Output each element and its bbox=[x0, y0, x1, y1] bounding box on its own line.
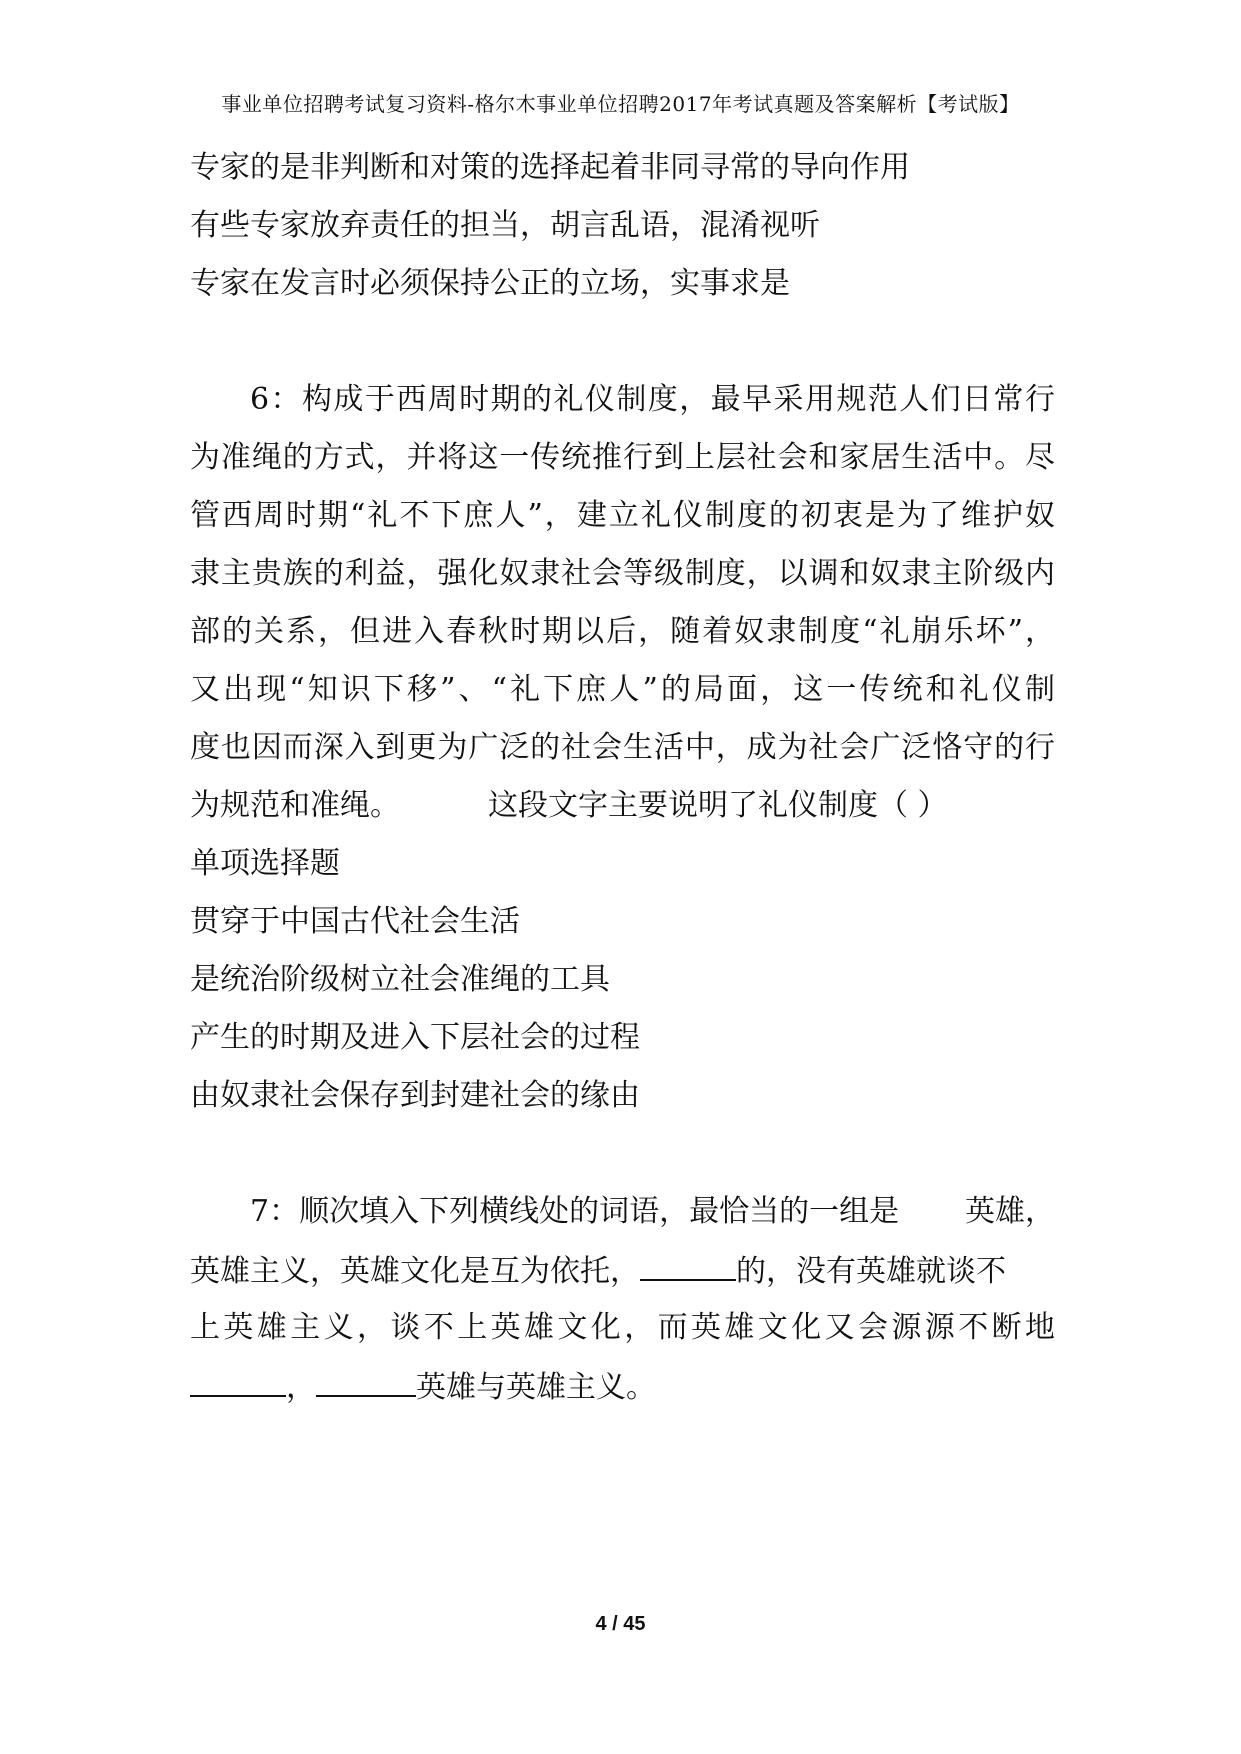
q7-line-1-start: 7：顺次填入下列横线处的词语，最恰当的一组是 bbox=[250, 1194, 900, 1229]
q6-line-1: 6：构成于西周时期的礼仪制度，最早采用规范人们日常行 bbox=[250, 382, 1055, 417]
q6-question-type: 单项选择题 bbox=[190, 846, 340, 881]
q6-line-6: 又出现“知识下移”、“礼下庶人”的局面，这一传统和礼仪制 bbox=[190, 672, 1055, 707]
q6-line-4: 隶主贵族的利益，强化奴隶社会等级制度，以调和奴隶主阶级内 bbox=[190, 556, 1055, 591]
q5-option-1: 专家的是非判断和对策的选择起着非同寻常的导向作用 bbox=[190, 150, 910, 185]
q7-line-2-end: 的，没有英雄就谈不 bbox=[736, 1254, 1006, 1289]
q6-line-3: 管西周时期“礼不下庶人”，建立礼仪制度的初衷是为了维护奴 bbox=[190, 498, 1055, 533]
q6-line-7: 度也因而深入到更为广泛的社会生活中，成为社会广泛恪守的行 bbox=[190, 730, 1055, 765]
q7-line-1-end: 英雄， bbox=[965, 1194, 1055, 1229]
q7-blank-3 bbox=[316, 1371, 416, 1397]
q6-question: 这段文字主要说明了礼仪制度（ ） bbox=[488, 788, 948, 823]
q6-option-2: 是统治阶级树立社会准绳的工具 bbox=[190, 962, 610, 997]
q6-option-1: 贯穿于中国古代社会生活 bbox=[190, 904, 520, 939]
q7-blank-2 bbox=[190, 1371, 286, 1397]
q7-blank-1 bbox=[640, 1255, 736, 1281]
q5-option-3: 专家在发言时必须保持公正的立场，实事求是 bbox=[190, 266, 790, 301]
q6-option-4: 由奴隶社会保存到封建社会的缘由 bbox=[190, 1078, 640, 1113]
q6-line-5: 部的关系，但进入春秋时期以后，随着奴隶制度“礼崩乐坏”， bbox=[190, 614, 1055, 649]
q6-line-2: 为准绳的方式，并将这一传统推行到上层社会和家居生活中。尽 bbox=[190, 440, 1055, 475]
q6-option-3: 产生的时期及进入下层社会的过程 bbox=[190, 1020, 640, 1055]
q7-line-4-sep: ， bbox=[286, 1370, 316, 1405]
q6-last-line-start: 为规范和准绳。 bbox=[190, 788, 400, 823]
q7-line-2 bbox=[190, 1255, 1006, 1287]
q5-option-2: 有些专家放弃责任的担当，胡言乱语，混淆视听 bbox=[190, 208, 820, 243]
q7-line-3: 上英雄主义，谈不上英雄文化，而英雄文化又会源源不断地 bbox=[190, 1310, 1055, 1345]
page-header: 事业单位招聘考试复习资料-格尔木事业单位招聘2017年考试真题及答案解析【考试版】 bbox=[221, 92, 1020, 116]
q7-line-1 bbox=[250, 1194, 1055, 1229]
q6-line-8 bbox=[190, 788, 948, 823]
q7-line-4 bbox=[190, 1371, 656, 1403]
q7-line-2-start: 英雄主义，英雄文化是互为依托， bbox=[190, 1254, 640, 1289]
q7-line-4-end: 英雄与英雄主义。 bbox=[416, 1370, 656, 1405]
page-number: 4 / 45 bbox=[595, 1613, 646, 1635]
